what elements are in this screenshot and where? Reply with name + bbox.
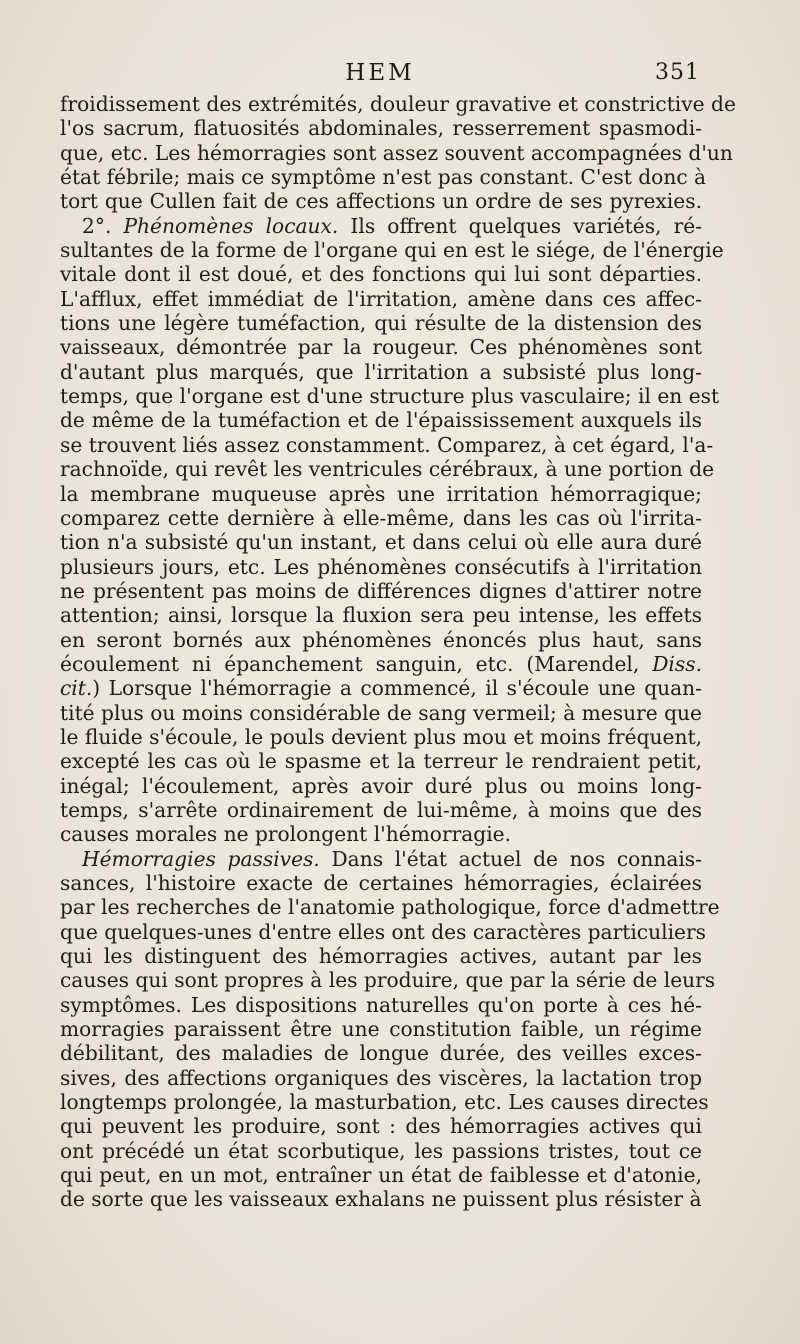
text-line: tion n'a subsisté qu'un instant, et dans celui où elle aura duré <box>60 530 702 555</box>
body-text <box>60 92 736 1212</box>
text-line: tité plus ou moins considérable de sang vermeil; à mesure que <box>60 700 702 725</box>
text-line: sultantes de la forme de l'organe qui en est le siége, de l'énergie <box>60 238 724 263</box>
running-head <box>60 58 700 92</box>
text-line: débilitant, des maladies de longue durée, des veilles exces- <box>60 1041 702 1066</box>
text-line: 2°. Phénomènes locaux. Ils offrent quelques variétés, ré- <box>82 213 703 238</box>
text-line: L'afflux, effet immédiat de l'irritation, amène dans ces affec- <box>60 286 702 311</box>
text-line: tort que Cullen fait de ces affections un ordre de ses pyrexies. <box>60 189 702 214</box>
text-line: temps, que l'organe est d'une structure plus vasculaire; il en est <box>60 384 720 409</box>
text-line: ne présentent pas moins de différences dignes d'attirer notre <box>60 578 702 603</box>
text-line: sances, l'histoire exacte de certaines hémorragies, éclairées <box>60 871 702 895</box>
text-line: causes morales ne prolongent l'hémorragie. <box>60 822 512 847</box>
text-line: inégal; l'écoulement, après avoir duré plus ou moins long- <box>60 773 702 798</box>
text-line: tions une légère tuméfaction, qui résulte de la distension des <box>60 311 702 336</box>
text-line: le fluide s'écoule, le pouls devient plus mou et moins fréquent, <box>60 724 702 749</box>
text-line: de sorte que les vaisseaux exhalans ne puissent plus résister à <box>60 1187 702 1212</box>
text-line: qui les distinguent des hémorragies actives, autant par les <box>60 944 702 969</box>
page-number: 351 <box>655 60 700 85</box>
text-line: par les recherches de l'anatomie pathologique, force d'admettre <box>60 895 720 920</box>
text-line: que, etc. Les hémorragies sont assez souvent accompagnées d'un <box>60 140 733 165</box>
text-line: longtemps prolongée, la masturbation, etc. Les causes directes <box>60 1090 709 1115</box>
text-line: qui peuvent les produire, sont : des hémorragies actives qui <box>60 1114 702 1139</box>
text-line: ont précédé un état scorbutique, les passions tristes, tout ce <box>60 1138 702 1163</box>
text-line: symptômes. Les dispositions naturelles qu'on porte à ces hé- <box>60 992 702 1017</box>
text-line: de même de la tuméfaction et de l'épaississement auxquels ils <box>60 408 702 433</box>
text-line: se trouvent liés assez constamment. Comparez, à cet égard, l'a- <box>60 432 714 457</box>
text-line: cit.) Lorsque l'hémorragie a commencé, il s'écoule une quan- <box>60 676 702 701</box>
text-line: rachnoïde, qui revêt les ventricules cérébraux, à une portion de <box>60 457 715 482</box>
text-line: attention; ainsi, lorsque la fluxion sera peu intense, les effets <box>60 603 702 628</box>
text-line: d'autant plus marqués, que l'irritation a subsisté plus long- <box>60 359 702 384</box>
text-line: écoulement ni épanchement sanguin, etc. (Marendel, Diss. <box>60 651 702 676</box>
text-line: comparez cette dernière à elle-même, dans les cas où l'irrita- <box>60 505 702 530</box>
text-line: que quelques-unes d'entre elles ont des caractères particuliers <box>60 919 706 944</box>
running-head-title: HEM <box>345 60 415 86</box>
text-line: plusieurs jours, etc. Les phénomènes consécutifs à l'irritation <box>60 554 702 579</box>
text-line: excepté les cas où le spasme et la terreur le rendraient petit, <box>60 749 702 774</box>
text-line: état fébrile; mais ce symptôme n'est pas constant. C'est donc à <box>60 165 707 190</box>
text-line: qui peut, en un mot, entraîner un état de faiblesse et d'atonie, <box>60 1163 702 1188</box>
text-line: temps, s'arrête ordinairement de lui-même, à moins que des <box>60 797 702 822</box>
text-line: sives, des affections organiques des viscères, la lactation trop <box>60 1065 702 1090</box>
text-line: la membrane muqueuse après une irritation hémorragique; <box>60 481 702 506</box>
text-line: morragies paraissent être une constitution faible, un régime <box>60 1017 702 1042</box>
text-line: vitale dont il est doué, et des fonctions qui lui sont départies. <box>60 262 702 287</box>
text-line: Hémorragies passives. Dans l'état actuel de nos connais- <box>82 846 702 871</box>
text-line: vaisseaux, démontrée par la rougeur. Ces phénomènes sont <box>60 335 702 360</box>
text-line: l'os sacrum, flatuosités abdominales, resserrement spasmodi- <box>60 116 702 141</box>
text-line: causes qui sont propres à les produire, que par la série de leurs <box>60 968 716 993</box>
text-line: froidissement des extrémités, douleur gravative et constrictive de <box>60 92 736 116</box>
text-line: en seront bornés aux phénomènes énoncés plus haut, sans <box>60 627 702 652</box>
